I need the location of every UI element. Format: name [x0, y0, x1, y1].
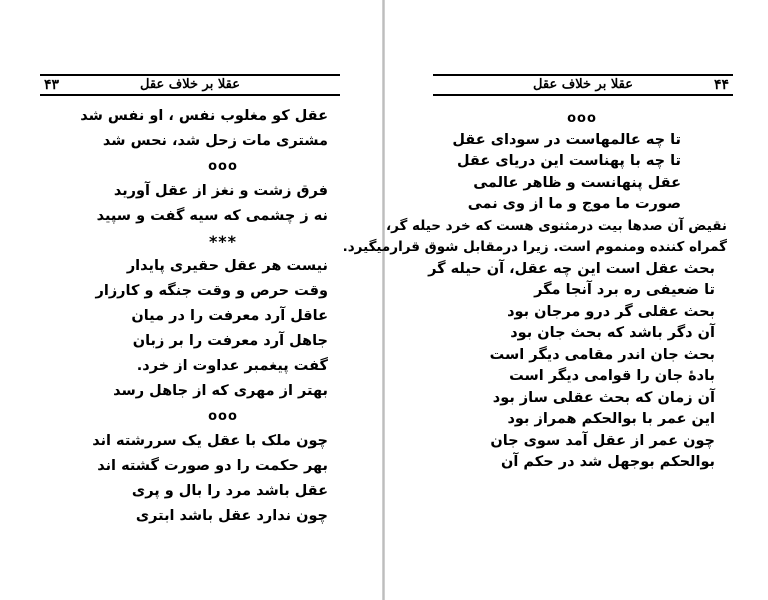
prose-line: گمراه کننده ومنموم است. زیرا درمقابل شوق قرارمیگیرد.	[342, 239, 727, 255]
verse-line: عقل باشد مرد را بال و پری	[131, 483, 328, 499]
verse-line: بحث جان اندر مقامی دیگر است	[489, 346, 715, 363]
verse-line: بهر حکمت را دو صورت گشته اند	[97, 458, 328, 474]
verse-line: تا ضعیفی ره برد آنجا مگر	[534, 282, 715, 298]
right-page	[342, 0, 768, 600]
verse-line: بحث عقلی گر درو مرجان بود	[507, 303, 715, 320]
verse-line: آن زمان که بحث عقلی ساز بود	[492, 389, 715, 406]
verse-line: تا چه با پهناست این دریای عقل	[456, 153, 681, 169]
verse-line: بادهٔ جان را قوامی دیگر است	[509, 368, 715, 384]
section-divider: ooo	[208, 409, 238, 424]
verse-line: عقل پنهانست و ظاهر عالمی	[473, 174, 681, 191]
verse-line: جاهل آرد معرفت را بر زبان	[132, 333, 328, 349]
right-running-title: عقلا بر خلاف عقل	[533, 77, 633, 92]
verse-line: عاقل آرد معرفت را در میان	[131, 308, 328, 324]
verse-line: نیست هر عقل حقیری پایدار	[126, 258, 328, 274]
left-page-header	[40, 74, 340, 96]
verse-line: فرق زشت و نغز از عقل آورید	[113, 183, 328, 199]
left-verses	[78, 104, 328, 529]
prose-line: نقیض آن صدها بیت درمثنوی هست که خرد حیله گر،	[385, 217, 727, 234]
verse-line: چون ملک با عقل یک سررشته اند	[92, 433, 328, 449]
section-divider: ***	[208, 232, 238, 251]
verse-line: بحث عقل است این چه عقل، آن حیله گر	[428, 260, 715, 277]
left-running-title: عقلا بر خلاف عقل	[140, 77, 240, 92]
left-page	[0, 0, 383, 600]
verse-line: چون عمر از عقل آمد سوی جان	[490, 432, 715, 449]
verse-line: تا چه عالمهاست در سودای عقل	[452, 131, 681, 148]
right-verses	[342, 108, 727, 474]
right-page-header	[433, 74, 733, 96]
section-divider: ooo	[208, 159, 238, 174]
section-divider: ooo	[567, 111, 597, 126]
verse-line: صورت ما موج و ما از وی نمی	[467, 196, 681, 212]
right-page-number: ۴۴	[713, 77, 729, 93]
verse-line: چون ندارد عقل باشد ابتری	[135, 508, 328, 524]
left-page-number: ۴۳	[44, 77, 60, 93]
verse-line: عقل کو مغلوب نفس ، او نفس شد	[80, 108, 328, 124]
verse-line: گفت پیغمبر عداوت از خرد.	[136, 358, 328, 374]
verse-line: آن دگر باشد که بحث جان بود	[510, 325, 715, 341]
verse-line: نه ز چشمی که سیه گفت و سپید	[96, 208, 328, 224]
verse-line: وقت حرص و وقت جنگه و کارزار	[95, 283, 328, 299]
verse-line: مشتری مات زحل شد، نحس شد	[102, 133, 328, 149]
verse-line: این عمر با بوالحکم همراز بود	[507, 411, 715, 427]
verse-line: بوالحکم بوجهل شد در حکم آن	[501, 454, 715, 470]
verse-line: بهتر از مهری که از جاهل رسد	[113, 383, 328, 399]
